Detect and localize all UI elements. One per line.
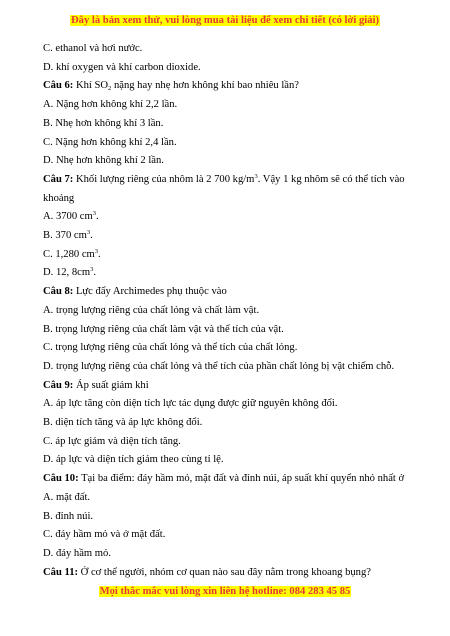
q10-option-c: C. đáy hầm mỏ và ở mặt đất.: [43, 529, 166, 541]
hotline-banner: [0, 586, 450, 597]
question-text: . Vậy 1 kg nhôm sẽ có thể tích vào khoảng: [43, 173, 405, 204]
q7-option-d: [43, 264, 413, 283]
q8-option-b: B. trọng lượng riêng của chất làm vật và thể tích của vật.: [43, 323, 284, 335]
preview-notice-banner: [0, 15, 450, 26]
question-label: Câu 10:: [43, 473, 79, 485]
superscript: 3: [254, 172, 258, 180]
prev-option-c: C. ethanol và hơi nước.: [43, 43, 143, 54]
option-text: C. 1,280 cm: [43, 248, 95, 260]
q8-option-d: D. trọng lượng riêng của chất lỏng và thể tích của phần chất lỏng bị vật chiếm chỗ.: [43, 360, 395, 372]
question-label: Câu 7:: [43, 173, 74, 185]
question-text: Khối lượng riêng của nhôm là 2 700 kg/m: [73, 173, 255, 185]
q9-option-c: C. áp lực giảm và diện tích tăng.: [43, 435, 181, 447]
document-body: [43, 40, 413, 582]
q6-option-b: B. Nhẹ hơn không khí 3 lần.: [43, 117, 164, 129]
q7-option-c: [43, 246, 413, 265]
question-text: nặng hay nhẹ hơn không khí bao nhiêu lần?: [111, 80, 300, 92]
q6-option-a: A. Nặng hơn không khí 2,2 lần.: [43, 99, 178, 111]
q9-option-b: B. diện tích tăng và áp lực không đổi.: [43, 417, 203, 429]
question-text: Lực đẩy Archimedes phụ thuộc vào: [73, 286, 227, 298]
option-text: D. 12, 8cm: [43, 267, 91, 279]
q10-option-a: A. mặt đất.: [43, 491, 91, 503]
preview-notice-text: Đây là bản xem thử, vui lòng mua tài liệu để xem chi tiết (có lời giải): [71, 15, 379, 26]
q9-option-d: D. áp lực và diện tích giảm theo cùng tỉ lệ.: [43, 454, 224, 466]
question-text: Tại ba điểm: đáy hầm mỏ, mặt đất và đỉnh núi, áp suất khí quyển nhỏ nhất ở: [78, 473, 405, 485]
question-9: [43, 377, 413, 396]
option-tail: .: [98, 248, 101, 260]
option-text: B. 370 cm: [43, 230, 87, 242]
superscript: 3: [86, 229, 91, 237]
superscript: 3: [94, 247, 99, 255]
q7-option-a: [43, 208, 413, 227]
option-tail: .: [95, 211, 99, 223]
q7-option-b: [43, 227, 413, 246]
q9-option-a: A. áp lực tăng còn diện tích lực tác dụng được giữ nguyên không đổi.: [43, 398, 338, 410]
subscript: 2: [108, 85, 112, 93]
superscript: 3: [92, 210, 96, 218]
option-tail: .: [93, 267, 96, 279]
option-tail: .: [90, 230, 93, 242]
question-6: [43, 77, 413, 96]
q10-option-d: D. đáy hầm mỏ.: [43, 547, 111, 559]
question-text: Khí SO: [73, 80, 109, 92]
question-label: Câu 11:: [43, 566, 79, 578]
q10-option-b: B. đỉnh núi.: [43, 510, 94, 522]
question-text: Áp suất giảm khi: [73, 379, 149, 391]
q6-option-c: C. Nặng hơn không khí 2,4 lần.: [43, 136, 177, 148]
question-label: Câu 8:: [43, 286, 74, 298]
prev-option-d: D. khí oxygen và khí carbon dioxide.: [43, 61, 201, 73]
question-8: [43, 283, 413, 302]
question-text: Ở cơ thể người, nhóm cơ quan nào sau đây nằm trong khoang bụng?: [78, 566, 371, 578]
option-text: A. 3700 cm: [43, 211, 93, 223]
question-10: [43, 470, 413, 489]
question-label: Câu 9:: [43, 379, 74, 391]
superscript: 3: [90, 266, 94, 274]
hotline-text: Mọi thắc mắc vui lòng xin liên hệ hotline: 084 283 45 85: [99, 586, 351, 597]
question-11: [43, 564, 413, 583]
q6-option-d: D. Nhẹ hơn không khí 2 lần.: [43, 155, 164, 167]
q8-option-c: C. trọng lượng riêng của chất lỏng và thể tích của chất lỏng.: [43, 342, 298, 354]
question-7: [43, 171, 413, 208]
q8-option-a: A. trọng lượng riêng của chất lỏng và chất làm vật.: [43, 304, 260, 316]
question-label: Câu 6:: [43, 80, 74, 92]
